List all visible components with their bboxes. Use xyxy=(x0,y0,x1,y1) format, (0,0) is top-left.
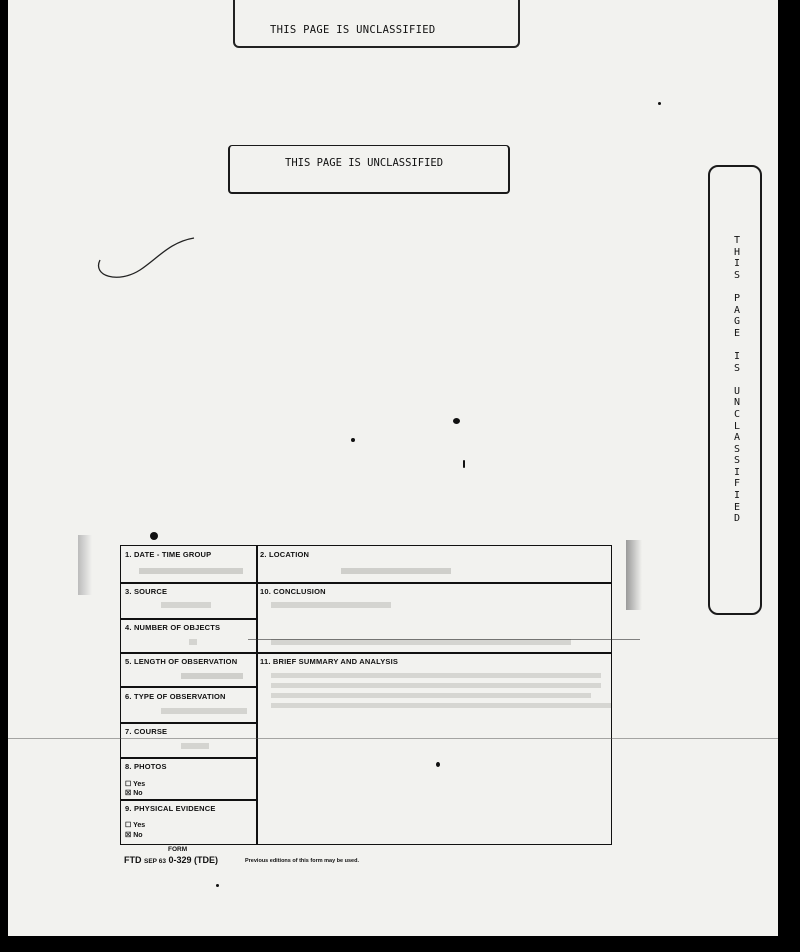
illegible-entry xyxy=(181,673,243,679)
photos-yes-checkbox[interactable]: ☐ xyxy=(125,781,132,788)
evidence-yes-option[interactable] xyxy=(125,821,145,829)
illegible-entry xyxy=(161,602,211,608)
length-of-observation-label: 5. LENGTH OF OBSERVATION xyxy=(125,657,238,666)
scan-line xyxy=(248,639,640,640)
brief-summary-label: 11. BRIEF SUMMARY AND ANALYSIS xyxy=(260,657,399,666)
unclassified-stamp-box xyxy=(228,145,510,194)
form-shadow-right xyxy=(626,540,642,610)
photos-no-label: No xyxy=(133,790,143,797)
photos-yes-option[interactable] xyxy=(125,780,145,788)
scan-speck xyxy=(351,438,355,442)
evidence-no-label: No xyxy=(133,832,143,839)
form-rule xyxy=(121,799,256,801)
project-record-card xyxy=(120,545,612,845)
document-page xyxy=(8,0,778,936)
scan-speck xyxy=(463,460,465,468)
illegible-entry xyxy=(271,703,611,708)
illegible-entry xyxy=(139,568,243,574)
scan-speck xyxy=(658,102,661,105)
form-rule xyxy=(121,618,256,620)
location-label: 2. LOCATION xyxy=(260,550,310,559)
illegible-entry xyxy=(271,693,591,698)
evidence-no-checkbox[interactable]: ☒ xyxy=(125,832,132,839)
form-identifier xyxy=(124,855,218,865)
source-label: 3. SOURCE xyxy=(125,587,168,596)
form-rule xyxy=(121,582,611,584)
evidence-yes-label: Yes xyxy=(133,822,146,829)
physical-evidence-label: 9. PHYSICAL EVIDENCE xyxy=(125,804,216,813)
form-rule xyxy=(121,686,256,688)
pen-stroke-mark xyxy=(88,232,208,292)
form-date: SEP 63 xyxy=(144,858,166,865)
form-shadow-left xyxy=(78,535,92,595)
form-rule xyxy=(121,652,611,654)
evidence-no-option[interactable] xyxy=(125,831,143,839)
scan-speck xyxy=(150,532,158,540)
illegible-entry xyxy=(341,568,451,574)
number-of-objects-label: 4. NUMBER OF OBJECTS xyxy=(125,623,221,632)
form-rule xyxy=(121,757,256,759)
form-column-divider xyxy=(256,546,258,844)
form-rule xyxy=(121,722,256,724)
conclusion-label: 10. CONCLUSION xyxy=(260,587,326,596)
illegible-entry xyxy=(271,602,391,608)
scan-speck xyxy=(216,884,219,887)
scan-line xyxy=(8,738,778,739)
illegible-entry xyxy=(161,708,247,714)
previous-editions-note: Previous editions of this form may be used. xyxy=(245,858,359,864)
photos-yes-label: Yes xyxy=(133,781,146,788)
photos-no-checkbox[interactable]: ☒ xyxy=(125,790,132,797)
scan-speck xyxy=(453,418,460,424)
photos-no-option[interactable] xyxy=(125,789,143,797)
evidence-yes-checkbox[interactable]: ☐ xyxy=(125,822,132,829)
type-of-observation-label: 6. TYPE OF OBSERVATION xyxy=(125,692,226,701)
form-number: 0-329 xyxy=(168,855,192,865)
course-label: 7. COURSE xyxy=(125,727,168,736)
unclassified-stamp-text: THIS PAGE IS UNCLASSIFIED xyxy=(285,157,444,169)
illegible-entry xyxy=(181,743,209,749)
vertical-stamp-text: T H I S P A G E I S U N C L A S S I F I E D xyxy=(733,235,741,525)
top-banner-text: THIS PAGE IS UNCLASSIFIED xyxy=(270,24,436,36)
illegible-entry xyxy=(271,683,601,688)
scanner-edge xyxy=(0,936,800,952)
ftd-text: FTD xyxy=(124,855,142,865)
illegible-entry xyxy=(271,673,601,678)
form-tde: (TDE) xyxy=(194,855,219,865)
date-time-group-label: 1. DATE - TIME GROUP xyxy=(125,550,212,559)
form-word: FORM xyxy=(168,846,188,853)
illegible-entry xyxy=(189,639,197,645)
photos-label: 8. PHOTOS xyxy=(125,762,167,771)
